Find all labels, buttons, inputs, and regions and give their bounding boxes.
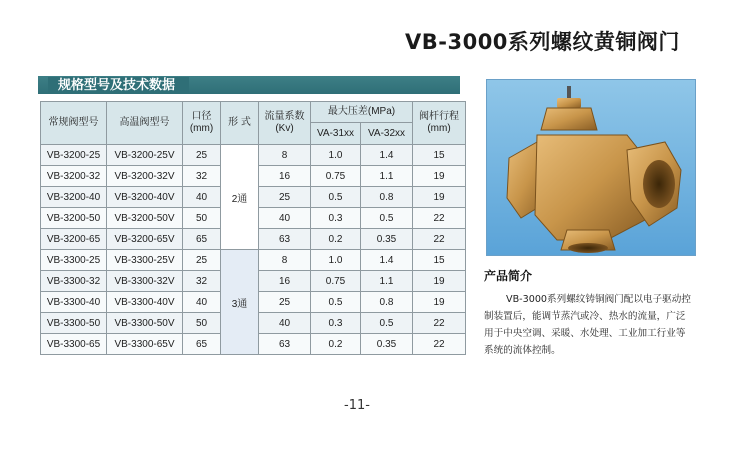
cell-va32: 0.5 xyxy=(361,208,413,229)
cell-high-temp-model: VB-3300-40V xyxy=(107,292,183,313)
cell-stroke: 19 xyxy=(413,271,466,292)
header-port-size xyxy=(183,102,221,145)
cell-stroke: 19 xyxy=(413,166,466,187)
cell-port-size: 65 xyxy=(183,334,221,355)
cell-stroke: 19 xyxy=(413,292,466,313)
cell-va32: 0.8 xyxy=(361,292,413,313)
cell-high-temp-model: VB-3300-65V xyxy=(107,334,183,355)
table-row xyxy=(41,250,466,271)
cell-va32: 0.35 xyxy=(361,229,413,250)
cell-port-size: 50 xyxy=(183,313,221,334)
page-title: VB-3000系列螺纹黄铜阀门 xyxy=(405,30,680,54)
cell-stroke: 15 xyxy=(413,250,466,271)
header-stroke-unit: (mm) xyxy=(427,123,451,134)
cell-high-temp-model: VB-3200-40V xyxy=(107,187,183,208)
product-intro-text: VB-3000系列螺纹铸铜阀门配以电子驱动控制装置后，能调节蒸汽或冷、热水的流量，广泛用于中央空调、采暖、水处理、工业加工行业等系统的流体控制。 xyxy=(484,294,691,356)
cell-normal-model: VB-3300-65 xyxy=(41,334,107,355)
cell-kv: 40 xyxy=(259,208,311,229)
header-max-pressure: 最大压差(MPa) xyxy=(311,102,413,123)
cell-stroke: 19 xyxy=(413,187,466,208)
cell-va31: 0.3 xyxy=(311,313,361,334)
cell-va32: 1.4 xyxy=(361,250,413,271)
header-flow-unit: (Kv) xyxy=(275,123,294,134)
cell-kv: 63 xyxy=(259,229,311,250)
cell-high-temp-model: VB-3300-50V xyxy=(107,313,183,334)
header-stroke-label: 阀杆行程 xyxy=(419,111,459,122)
product-photo xyxy=(486,79,696,256)
cell-va32: 0.5 xyxy=(361,313,413,334)
page-number: -11- xyxy=(344,398,370,413)
cell-kv: 25 xyxy=(259,187,311,208)
cell-high-temp-model: VB-3300-25V xyxy=(107,250,183,271)
cell-kv: 16 xyxy=(259,271,311,292)
cell-port-size: 50 xyxy=(183,208,221,229)
product-intro-title: 产品简介 xyxy=(484,269,533,283)
cell-kv: 25 xyxy=(259,292,311,313)
cell-normal-model: VB-3300-32 xyxy=(41,271,107,292)
cell-port-size: 25 xyxy=(183,145,221,166)
cell-va31: 0.5 xyxy=(311,187,361,208)
cell-stroke: 15 xyxy=(413,145,466,166)
cell-va31: 0.2 xyxy=(311,334,361,355)
cell-normal-model: VB-3300-50 xyxy=(41,313,107,334)
header-form: 形 式 xyxy=(221,102,259,145)
header-port-size-label: 口径 xyxy=(191,111,212,122)
cell-normal-model: VB-3200-50 xyxy=(41,208,107,229)
cell-kv: 63 xyxy=(259,334,311,355)
cell-va31: 0.2 xyxy=(311,229,361,250)
header-flow-coefficient xyxy=(259,102,311,145)
cell-port-size: 25 xyxy=(183,250,221,271)
cell-va32: 0.35 xyxy=(361,334,413,355)
cell-stroke: 22 xyxy=(413,334,466,355)
cell-high-temp-model: VB-3300-32V xyxy=(107,271,183,292)
cell-high-temp-model: VB-3200-65V xyxy=(107,229,183,250)
cell-port-size: 32 xyxy=(183,271,221,292)
cell-kv: 16 xyxy=(259,166,311,187)
spec-table xyxy=(40,101,466,355)
cell-va31: 0.75 xyxy=(311,166,361,187)
cell-high-temp-model: VB-3200-25V xyxy=(107,145,183,166)
cell-va32: 1.1 xyxy=(361,271,413,292)
table-row xyxy=(41,145,466,166)
cell-va31: 1.0 xyxy=(311,145,361,166)
cell-va31: 0.5 xyxy=(311,292,361,313)
cell-normal-model: VB-3300-25 xyxy=(41,250,107,271)
section-title: 规格型号及技术数据 xyxy=(48,77,189,94)
cell-va31: 0.3 xyxy=(311,208,361,229)
header-port-size-unit: (mm) xyxy=(189,123,214,134)
cell-stroke: 22 xyxy=(413,208,466,229)
brass-valve-icon xyxy=(487,80,695,255)
header-va31: VA-31xx xyxy=(311,123,361,145)
cell-va32: 1.4 xyxy=(361,145,413,166)
header-va32: VA-32xx xyxy=(361,123,413,145)
cell-high-temp-model: VB-3200-50V xyxy=(107,208,183,229)
header-stem-stroke xyxy=(413,102,466,145)
cell-va32: 0.8 xyxy=(361,187,413,208)
cell-port-size: 32 xyxy=(183,166,221,187)
cell-va31: 0.75 xyxy=(311,271,361,292)
header-normal-model: 常规阀型号 xyxy=(41,102,107,145)
cell-normal-model: VB-3200-25 xyxy=(41,145,107,166)
cell-normal-model: VB-3200-65 xyxy=(41,229,107,250)
cell-high-temp-model: VB-3200-32V xyxy=(107,166,183,187)
cell-normal-model: VB-3200-40 xyxy=(41,187,107,208)
cell-stroke: 22 xyxy=(413,229,466,250)
cell-form-2way: 2通 xyxy=(221,145,259,250)
header-high-temp-model: 高温阀型号 xyxy=(107,102,183,145)
cell-normal-model: VB-3300-40 xyxy=(41,292,107,313)
cell-stroke: 22 xyxy=(413,313,466,334)
cell-kv: 8 xyxy=(259,145,311,166)
cell-port-size: 65 xyxy=(183,229,221,250)
header-flow-label: 流量系数 xyxy=(264,111,305,122)
cell-va32: 1.1 xyxy=(361,166,413,187)
cell-port-size: 40 xyxy=(183,292,221,313)
cell-kv: 40 xyxy=(259,313,311,334)
cell-normal-model: VB-3200-32 xyxy=(41,166,107,187)
cell-port-size: 40 xyxy=(183,187,221,208)
cell-form-3way: 3通 xyxy=(221,250,259,355)
cell-kv: 8 xyxy=(259,250,311,271)
cell-va31: 1.0 xyxy=(311,250,361,271)
